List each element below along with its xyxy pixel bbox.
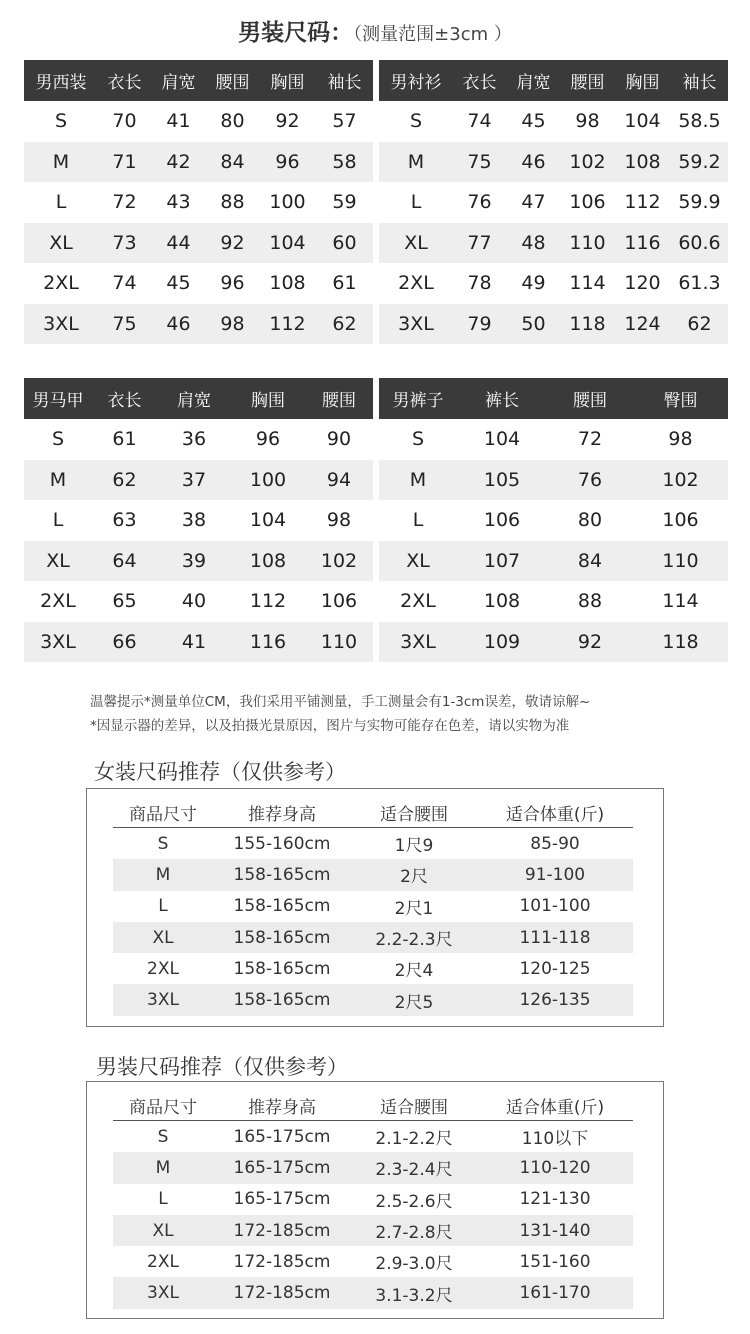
value-cell: 102 [561, 142, 614, 183]
size-cell: M [379, 460, 457, 501]
column-header: 适合体重(斤) [477, 1090, 633, 1121]
size-cell: 3XL [113, 984, 213, 1015]
column-header: 肩宽 [151, 60, 206, 101]
value-cell: 2.7-2.8尺 [351, 1215, 477, 1246]
size-cell: L [158, 896, 168, 917]
value-cell: 106 [569, 191, 606, 214]
size-cell: 3XL [113, 1277, 213, 1308]
value-cell: 112 [624, 191, 661, 214]
value-cell: 75 [453, 142, 506, 183]
value-cell: 104 [483, 428, 521, 451]
value-cell: 39 [157, 541, 231, 582]
value-cell: 64 [92, 541, 157, 582]
value-cell: 60 [316, 223, 373, 264]
size-cell: M [24, 142, 98, 183]
table-row [24, 223, 373, 264]
value-cell: 110以下 [521, 1129, 589, 1150]
size-cell: L [55, 191, 67, 214]
column-header: 适合腰围 [351, 1090, 477, 1121]
value-cell: 114 [569, 272, 606, 295]
value-cell: 59.9 [678, 191, 721, 214]
column-header: 推荐身高 [213, 797, 351, 828]
value-cell: 109 [457, 622, 547, 663]
value-cell: 108 [231, 541, 305, 582]
value-cell: 72 [112, 191, 137, 214]
value-cell: 40 [181, 590, 207, 613]
page-title-main: 男装尺码： [238, 20, 354, 46]
value-cell: 2.1-2.2尺 [375, 1129, 453, 1150]
value-cell: 92 [547, 622, 633, 663]
size-cell: S [157, 1126, 169, 1147]
note-line-2: *因显示器的差异，以及拍摄光景原因，图片与实物可能存在色差，请以实物为准 [90, 718, 570, 734]
size-cell: M [379, 142, 453, 183]
size-cell: XL [113, 1215, 213, 1246]
value-cell: 102 [305, 541, 373, 582]
value-cell: 73 [98, 223, 151, 264]
value-cell: 108 [269, 272, 306, 295]
pants-size-table [379, 378, 728, 662]
table-row [113, 891, 633, 922]
value-cell: 41 [157, 622, 231, 663]
size-cell: S [411, 428, 425, 451]
value-cell: 84 [206, 142, 259, 183]
value-cell: 48 [506, 223, 561, 264]
value-cell: 75 [98, 304, 151, 345]
column-header: 衣长 [98, 60, 151, 101]
value-cell: 105 [457, 460, 547, 501]
size-cell: S [157, 833, 169, 854]
size-cell: XL [24, 541, 92, 582]
value-cell: 43 [166, 191, 191, 214]
page-title [0, 14, 750, 47]
table-row [113, 1246, 633, 1277]
value-cell: 46 [506, 142, 561, 183]
column-header: 商品尺寸 [113, 1090, 213, 1121]
value-cell: 74 [112, 272, 137, 295]
size-cell: M [24, 460, 92, 501]
size-cell: 2XL [43, 272, 79, 295]
table-row [113, 828, 633, 860]
value-cell: 1尺9 [394, 836, 434, 857]
table-row [379, 541, 728, 582]
men-rec-title: 男装尺码推荐（仅供参考） [96, 1055, 348, 1079]
value-cell: 49 [521, 272, 546, 295]
table-row [24, 101, 373, 142]
value-cell: 58.5 [678, 110, 721, 133]
value-cell: 65 [112, 590, 137, 613]
value-cell: 98 [668, 428, 693, 451]
column-header: 袖长 [316, 60, 373, 101]
table-row [24, 541, 373, 582]
value-cell: 118 [633, 622, 728, 663]
column-header: 腰围 [206, 60, 259, 101]
table-row [113, 1215, 633, 1246]
table-row [379, 500, 728, 541]
table-row [113, 953, 633, 984]
value-cell: 57 [332, 110, 357, 133]
value-cell: 70 [112, 110, 137, 133]
size-cell: L [410, 191, 422, 214]
value-cell: 108 [483, 590, 521, 613]
value-cell: 84 [547, 541, 633, 582]
value-cell: 158-165cm [233, 896, 331, 917]
value-cell: 62 [671, 304, 728, 345]
value-cell: 46 [151, 304, 206, 345]
value-cell: 155-160cm [233, 833, 331, 854]
table-row [379, 263, 728, 304]
size-cell: S [409, 110, 423, 133]
size-cell: XL [24, 223, 98, 264]
value-cell: 88 [220, 191, 245, 214]
value-cell: 61 [332, 272, 357, 295]
table-row [379, 304, 728, 345]
value-cell: 38 [181, 509, 207, 532]
value-cell: 78 [467, 272, 492, 295]
value-cell: 45 [166, 272, 191, 295]
value-cell: 3.1-3.2尺 [351, 1277, 477, 1308]
column-header: 胸围 [614, 60, 671, 101]
value-cell: 100 [231, 460, 305, 501]
value-cell: 2尺1 [394, 898, 434, 919]
value-cell: 41 [166, 110, 191, 133]
value-cell: 98 [326, 509, 352, 532]
value-cell: 98 [206, 304, 259, 345]
value-cell: 111-118 [477, 922, 633, 953]
value-cell: 110 [633, 541, 728, 582]
value-cell: 50 [506, 304, 561, 345]
table-row [24, 304, 373, 345]
value-cell: 61 [112, 428, 137, 451]
size-cell: 2XL [147, 1251, 179, 1272]
column-header: 商品尺寸 [113, 797, 213, 828]
value-cell: 59 [332, 191, 357, 214]
table-row [24, 182, 373, 223]
column-header: 胸围 [259, 60, 316, 101]
value-cell: 91-100 [477, 859, 633, 890]
size-cell: 3XL [379, 304, 453, 345]
value-cell: 131-140 [477, 1215, 633, 1246]
value-cell: 2.2-2.3尺 [351, 922, 477, 953]
value-cell: 158-165cm [233, 958, 331, 979]
size-cell: 2XL [40, 590, 76, 613]
value-cell: 165-175cm [233, 1189, 331, 1210]
table-row [379, 622, 728, 663]
table-row [113, 859, 633, 890]
table-row [379, 223, 728, 264]
value-cell: 172-185cm [213, 1215, 351, 1246]
table-header-row [113, 1090, 633, 1121]
value-cell: 112 [259, 304, 316, 345]
value-cell: 58 [316, 142, 373, 183]
table-header-row [379, 60, 728, 101]
value-cell: 96 [220, 272, 245, 295]
value-cell: 2.5-2.6尺 [375, 1191, 453, 1212]
value-cell: 110 [305, 622, 373, 663]
value-cell: 76 [547, 460, 633, 501]
column-header: 袖长 [671, 60, 728, 101]
value-cell: 158-165cm [213, 984, 351, 1015]
value-cell: 88 [577, 590, 603, 613]
column-header: 适合腰围 [351, 797, 477, 828]
value-cell: 158-165cm [213, 859, 351, 890]
table-row [379, 460, 728, 501]
value-cell: 121-130 [519, 1189, 591, 1210]
size-cell: 2XL [400, 590, 436, 613]
table-row [113, 922, 633, 953]
value-cell: 76 [467, 191, 492, 214]
size-cell: XL [113, 922, 213, 953]
value-cell: 36 [181, 428, 207, 451]
value-cell: 120-125 [519, 958, 591, 979]
value-cell: 71 [98, 142, 151, 183]
value-cell: 47 [521, 191, 546, 214]
value-cell: 151-160 [519, 1251, 591, 1272]
value-cell: 94 [305, 460, 373, 501]
value-cell: 80 [220, 110, 245, 133]
size-cell: S [54, 110, 68, 133]
value-cell: 66 [92, 622, 157, 663]
value-cell: 165-175cm [213, 1152, 351, 1183]
value-cell: 2.3-2.4尺 [351, 1152, 477, 1183]
value-cell: 2.9-3.0尺 [375, 1254, 453, 1275]
value-cell: 112 [249, 590, 287, 613]
table-row [24, 460, 373, 501]
size-cell: M [113, 1152, 213, 1183]
size-cell: L [412, 509, 424, 532]
column-header: 肩宽 [157, 378, 231, 419]
value-cell: 90 [326, 428, 352, 451]
value-cell: 92 [206, 223, 259, 264]
value-cell: 116 [231, 622, 305, 663]
table-row [379, 142, 728, 183]
table-row [113, 1184, 633, 1215]
size-cell: XL [379, 541, 457, 582]
value-cell: 85-90 [530, 833, 580, 854]
value-cell: 100 [269, 191, 306, 214]
table-row [24, 263, 373, 304]
value-cell: 172-185cm [233, 1251, 331, 1272]
table-row [379, 419, 728, 460]
value-cell: 104 [259, 223, 316, 264]
value-cell: 44 [151, 223, 206, 264]
table-row [113, 984, 633, 1015]
table-row [24, 622, 373, 663]
value-cell: 106 [662, 509, 699, 532]
table-row [24, 581, 373, 622]
value-cell: 120 [624, 272, 661, 295]
size-cell: 3XL [24, 622, 92, 663]
value-cell: 2尺4 [394, 961, 434, 982]
value-cell: 62 [92, 460, 157, 501]
size-cell: L [158, 1189, 168, 1210]
column-header: 裤长 [457, 378, 547, 419]
value-cell: 59.2 [671, 142, 728, 183]
column-header: 腰围 [305, 378, 373, 419]
value-cell: 96 [255, 428, 281, 451]
women-rec-title: 女装尺码推荐（仅供参考） [94, 760, 346, 784]
value-cell: 104 [249, 509, 287, 532]
value-cell: 63 [112, 509, 137, 532]
value-cell: 77 [453, 223, 506, 264]
column-header: 肩宽 [506, 60, 561, 101]
value-cell: 62 [316, 304, 373, 345]
value-cell: 165-175cm [233, 1126, 331, 1147]
size-cell: 2XL [147, 958, 179, 979]
page-title-sub: （测量范围±3cm ） [353, 24, 512, 45]
table-row [113, 1277, 633, 1308]
value-cell: 116 [614, 223, 671, 264]
column-header: 男衬衫 [379, 60, 453, 101]
value-cell: 60.6 [671, 223, 728, 264]
value-cell: 110 [561, 223, 614, 264]
value-cell: 106 [320, 590, 358, 613]
table-row [379, 182, 728, 223]
value-cell: 79 [453, 304, 506, 345]
value-cell: 45 [521, 110, 546, 133]
size-cell: L [52, 509, 64, 532]
value-cell: 118 [561, 304, 614, 345]
size-cell: 2XL [398, 272, 434, 295]
table-header-row [113, 797, 633, 828]
column-header: 腰围 [547, 378, 633, 419]
value-cell: 158-165cm [213, 922, 351, 953]
value-cell: 126-135 [477, 984, 633, 1015]
note-line-1: 温馨提示*测量单位CM，我们采用平铺测量，手工测量会有1-3cm误差，敬请谅解~ [90, 694, 591, 710]
column-header: 臀围 [633, 378, 728, 419]
value-cell: 114 [662, 590, 699, 613]
value-cell: 2尺5 [351, 984, 477, 1015]
value-cell: 106 [483, 509, 521, 532]
value-cell: 61.3 [678, 272, 721, 295]
value-cell: 98 [575, 110, 600, 133]
value-cell: 161-170 [477, 1277, 633, 1308]
value-cell: 2尺 [351, 859, 477, 890]
women-rec-table [113, 797, 633, 1016]
table-row [113, 1121, 633, 1153]
column-header: 衣长 [92, 378, 157, 419]
value-cell: 96 [259, 142, 316, 183]
table-header-row [379, 378, 728, 419]
measurement-notes [90, 690, 730, 738]
value-cell: 172-185cm [213, 1277, 351, 1308]
column-header: 适合体重(斤) [477, 797, 633, 828]
table-row [379, 101, 728, 142]
table-row [24, 419, 373, 460]
table-header-row [24, 378, 373, 419]
suit-size-table [24, 60, 373, 344]
table-row [379, 581, 728, 622]
table-row [113, 1152, 633, 1183]
value-cell: 37 [157, 460, 231, 501]
column-header: 衣长 [453, 60, 506, 101]
value-cell: 108 [614, 142, 671, 183]
value-cell: 110-120 [477, 1152, 633, 1183]
value-cell: 80 [577, 509, 603, 532]
size-cell: XL [379, 223, 453, 264]
table-header-row [24, 60, 373, 101]
shirt-size-table [379, 60, 728, 344]
value-cell: 74 [467, 110, 492, 133]
value-cell: 42 [151, 142, 206, 183]
value-cell: 102 [633, 460, 728, 501]
table-row [24, 500, 373, 541]
column-header: 推荐身高 [213, 1090, 351, 1121]
size-cell: 3XL [379, 622, 457, 663]
value-cell: 104 [624, 110, 661, 133]
value-cell: 107 [457, 541, 547, 582]
column-header: 男西装 [24, 60, 98, 101]
column-header: 男裤子 [379, 378, 457, 419]
value-cell: 124 [614, 304, 671, 345]
size-cell: M [113, 859, 213, 890]
men-rec-table [113, 1090, 633, 1309]
vest-size-table [24, 378, 373, 662]
size-cell: S [51, 428, 65, 451]
size-cell: 3XL [24, 304, 98, 345]
column-header: 胸围 [231, 378, 305, 419]
table-row [24, 142, 373, 183]
value-cell: 101-100 [519, 896, 591, 917]
column-header: 男马甲 [24, 378, 92, 419]
value-cell: 72 [577, 428, 603, 451]
column-header: 腰围 [561, 60, 614, 101]
value-cell: 92 [275, 110, 300, 133]
